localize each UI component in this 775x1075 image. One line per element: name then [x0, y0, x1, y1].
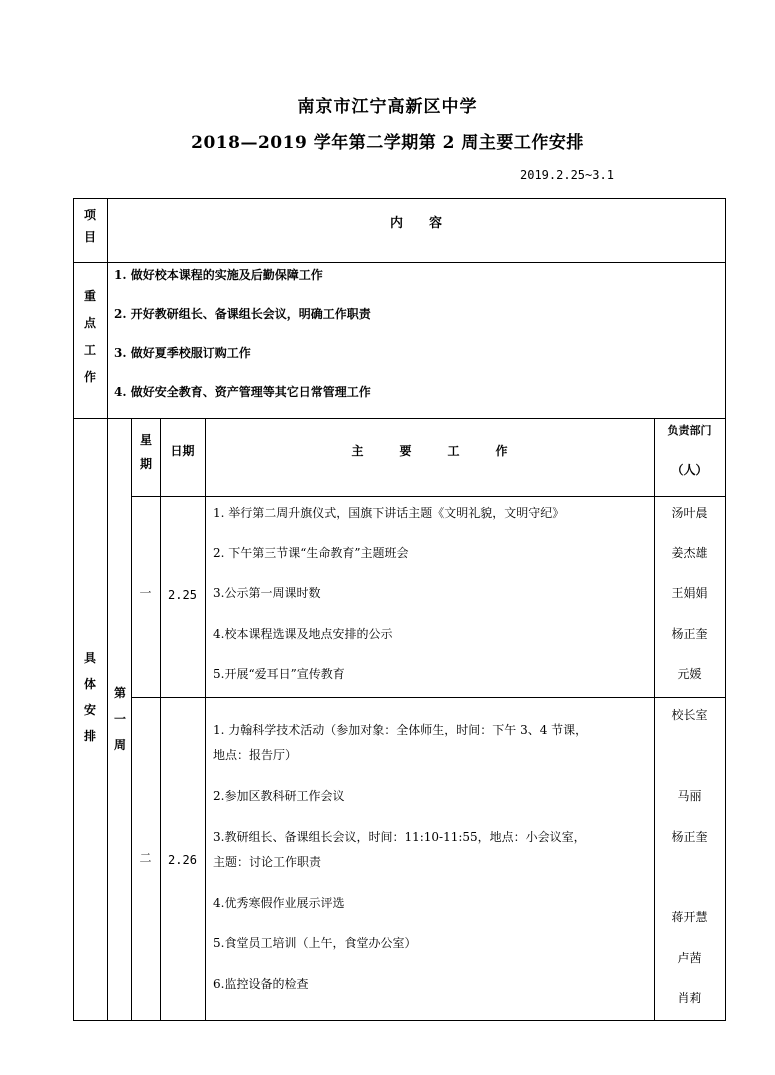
week-label: 第 一 周	[113, 686, 126, 752]
content-header: 内 容	[389, 216, 442, 231]
weekday-header: 星 期	[139, 433, 152, 471]
owner-cell: 王娟娟	[671, 586, 708, 600]
grid-line	[131, 418, 132, 1021]
work-item: 3.公示第一周课时数	[213, 586, 321, 600]
work-item: 4.校本课程选课及地点安排的公示	[213, 627, 393, 641]
focus-item: 1. 做好校本课程的实施及后勤保障工作	[114, 268, 323, 282]
work-item: 1. 力翰科学技术活动（参加对象：全体师生，时间：下午 3、4 节课，	[213, 723, 588, 737]
work-item: 5.食堂员工培训（上午，食堂办公室）	[213, 936, 417, 950]
work-item: 2. 下午第三节课“生命教育”主题班会	[213, 546, 409, 560]
focus-item: 2. 开好教研组长、备课组长会议，明确工作职责	[114, 307, 371, 321]
owner-cell: 卢茜	[677, 951, 702, 965]
owner-cell: 校长室	[671, 708, 708, 722]
owner-cell: 杨正奎	[671, 830, 708, 844]
work-item: 6.监控设备的检查	[213, 977, 309, 991]
focus-item: 3. 做好夏季校服订购工作	[114, 346, 251, 360]
grid-line	[73, 198, 726, 199]
dept-header: 负责部门	[667, 424, 712, 437]
grid-line	[205, 418, 206, 1021]
grid-line	[73, 198, 74, 1021]
grid-line	[73, 262, 726, 263]
owner-cell: 蒋开慧	[671, 910, 708, 924]
date-header: 日期	[170, 444, 195, 458]
grid-line	[107, 198, 108, 1021]
grid-line	[725, 198, 726, 1021]
date-cell: 2.26	[168, 853, 197, 867]
focus-item: 4. 做好安全教育、资产管理等其它日常管理工作	[114, 385, 371, 399]
work-header: 主 要 工 作	[351, 444, 508, 458]
grid-line	[131, 496, 205, 497]
weekday-cell: 一	[139, 586, 152, 600]
weekday-cell: 二	[139, 851, 152, 865]
grid-line	[160, 418, 161, 1021]
owner-cell: 马丽	[677, 789, 702, 803]
school-title: 南京市江宁高新区中学	[297, 97, 478, 117]
owner-cell: 汤叶晨	[671, 506, 708, 520]
grid-line	[73, 418, 726, 419]
owner-cell: 元媛	[677, 667, 702, 681]
work-item: 3.教研组长、备课组长会议，时间：11:10-11:55，地点：小会议室，	[213, 830, 586, 844]
focus-label: 重 点 工 作	[83, 289, 96, 384]
owner-cell: 杨正奎	[671, 627, 708, 641]
schedule-title: 2018—2019 学年第二学期第 2 周主要工作安排	[191, 133, 584, 153]
work-item: 2.参加区教科研工作会议	[213, 789, 345, 803]
owner-cell: 姜杰雄	[671, 546, 708, 560]
work-item: 1. 举行第二周升旗仪式，国旗下讲话主题《文明礼貌，文明守纪》	[213, 506, 565, 520]
grid-line	[205, 496, 726, 497]
owner-cell: 肖莉	[677, 991, 702, 1005]
date-range: 2019.2.25~3.1	[520, 168, 614, 182]
dept-header-sub: （人）	[671, 463, 708, 477]
grid-line	[131, 697, 726, 698]
date-cell: 2.25	[168, 588, 197, 602]
grid-line	[73, 1020, 726, 1021]
work-item-cont: 地点：报告厅）	[213, 748, 298, 762]
work-item-cont: 主题：讨论工作职责	[213, 855, 322, 869]
item-header: 项 目	[83, 208, 96, 244]
work-item: 4.优秀寒假作业展示评选	[213, 896, 345, 910]
schedule-label: 具 体 安 排	[83, 651, 96, 743]
work-item: 5.开展“爱耳日”宣传教育	[213, 667, 345, 681]
